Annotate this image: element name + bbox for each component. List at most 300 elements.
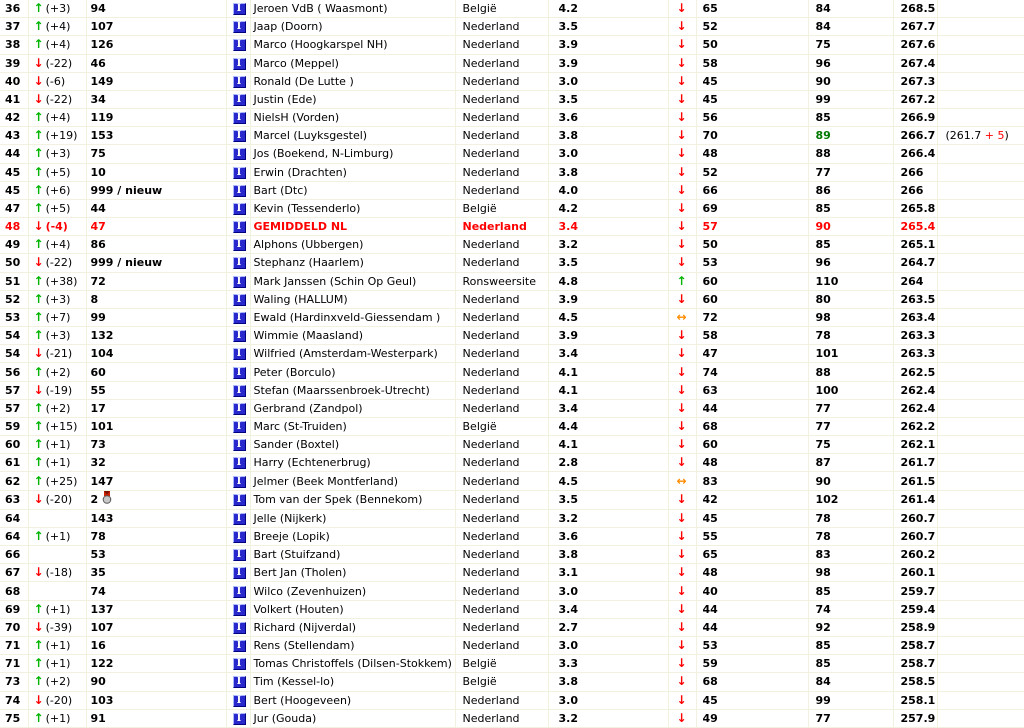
trend-arrow-icon: ↓: [676, 182, 687, 197]
value-average: 3.6: [548, 527, 668, 545]
trend-arrow-icon: ↓: [676, 419, 687, 434]
player-info-icon[interactable]: I: [233, 112, 246, 124]
value-2: 45: [696, 691, 808, 709]
country: Nederland: [455, 564, 548, 582]
player-number: 153: [90, 129, 114, 143]
table-row: [0, 417, 1024, 435]
value-3: 99: [808, 90, 893, 108]
rank-change-value: (-19): [45, 383, 73, 397]
value-3: 99: [808, 691, 893, 709]
value-average: 3.5: [548, 254, 668, 272]
rank-change-arrow-icon: ↑: [33, 364, 44, 379]
player-name: Waling (HALLUM): [250, 290, 455, 308]
rank-change-arrow-icon: ↑: [33, 710, 44, 725]
table-row: [0, 381, 1024, 399]
table-row: [0, 472, 1024, 490]
player-name: Jos (Boekend, N-Limburg): [250, 145, 455, 163]
rank-number: 51: [5, 274, 21, 288]
value-3: 92: [808, 618, 893, 636]
value-3: 78: [808, 527, 893, 545]
player-info-icon[interactable]: I: [233, 330, 246, 342]
rank-change-value: (-6): [45, 74, 66, 88]
rank-number: 66: [5, 548, 21, 562]
player-info-icon[interactable]: I: [233, 76, 246, 88]
rank-change-value: (+1): [45, 530, 71, 544]
country: Nederland: [455, 600, 548, 618]
country: Nederland: [455, 618, 548, 636]
player-number: 104: [90, 347, 114, 361]
rank-change-arrow-icon: ↑: [33, 309, 44, 324]
player-name: Bert (Hoogeveen): [250, 691, 455, 709]
value-3: 101: [808, 345, 893, 363]
rank-number: 67: [5, 566, 21, 580]
player-info-icon[interactable]: I: [233, 203, 246, 215]
rank-change-value: (+1): [45, 711, 71, 725]
country: Nederland: [455, 327, 548, 345]
rank-number: 57: [5, 383, 21, 397]
trend-arrow-icon: ↓: [676, 1, 687, 16]
rank-number: 54: [5, 347, 21, 361]
player-info-icon[interactable]: I: [233, 294, 246, 306]
rank-number: 40: [5, 74, 21, 88]
rank-change-value: (-21): [45, 347, 73, 361]
player-info-icon[interactable]: I: [233, 257, 246, 269]
player-info-icon[interactable]: I: [233, 348, 246, 360]
value-2: 65: [696, 0, 808, 18]
table-row: [0, 527, 1024, 545]
player-name: Bart (Dtc): [250, 181, 455, 199]
player-name: Wimmie (Maasland): [250, 327, 455, 345]
player-name: Breeje (Lopik): [250, 527, 455, 545]
player-info-icon[interactable]: I: [233, 476, 246, 488]
value-2: 50: [696, 236, 808, 254]
player-info-icon[interactable]: I: [233, 276, 246, 288]
player-number: 137: [90, 602, 114, 616]
value-average: 3.4: [548, 345, 668, 363]
rank-change-value: (+1): [45, 602, 71, 616]
rank-change-value: (+25): [45, 474, 78, 488]
rank-change-arrow-icon: ↓: [33, 692, 44, 707]
rank-change-arrow-icon: ↑: [33, 638, 44, 653]
player-info-icon[interactable]: I: [233, 658, 246, 670]
rank-change-value: (-20): [45, 693, 73, 707]
player-number: 60: [90, 365, 106, 379]
player-name: Bert Jan (Tholen): [250, 564, 455, 582]
player-number: 107: [90, 620, 114, 634]
player-number: 86: [90, 238, 106, 252]
player-info-icon[interactable]: I: [233, 513, 246, 525]
value-3: 110: [808, 272, 893, 290]
trend-arrow-icon: ↓: [676, 565, 687, 580]
player-info-icon[interactable]: I: [233, 367, 246, 379]
value-average: 3.5: [548, 90, 668, 108]
player-number: 119: [90, 111, 114, 125]
trend-arrow-icon: ↓: [676, 346, 687, 361]
value-3: 77: [808, 417, 893, 435]
rank-change-arrow-icon: ↓: [33, 255, 44, 270]
trend-arrow-icon: ↓: [676, 619, 687, 634]
player-info-icon[interactable]: I: [233, 185, 246, 197]
table-row: [0, 18, 1024, 36]
value-2: 42: [696, 490, 808, 509]
medal-icon: [102, 491, 112, 509]
trend-arrow-icon: ↓: [676, 529, 687, 544]
player-name: Bart (Stuifzand): [250, 546, 455, 564]
value-average: 3.8: [548, 163, 668, 181]
value-2: 66: [696, 181, 808, 199]
player-name: Ewald (Hardinxveld-Giessendam ): [250, 308, 455, 326]
trend-arrow-icon: ↔: [676, 309, 687, 324]
country: Nederland: [455, 72, 548, 90]
rank-change-value: (-22): [45, 56, 73, 70]
value-2: 48: [696, 454, 808, 472]
country: Ronsweersite: [455, 272, 548, 290]
rank-number: 68: [5, 584, 21, 598]
rank-number: 57: [5, 401, 21, 415]
rank-change-arrow-icon: ↓: [33, 346, 44, 361]
table-row: [0, 582, 1024, 600]
rank-change-value: (+15): [45, 420, 78, 434]
player-info-icon[interactable]: I: [233, 695, 246, 707]
player-info-icon[interactable]: I: [233, 549, 246, 561]
rank-number: 59: [5, 420, 21, 434]
player-info-icon[interactable]: I: [233, 39, 246, 51]
value-total: 265.4: [893, 218, 937, 236]
rank-change-value: (+1): [45, 639, 71, 653]
table-row: [0, 618, 1024, 636]
value-3: 85: [808, 582, 893, 600]
country: Nederland: [455, 582, 548, 600]
value-2: 70: [696, 127, 808, 145]
rank-change-value: (+19): [45, 129, 78, 143]
value-total: 262.4: [893, 399, 937, 417]
rank-change-value: (+6): [45, 183, 71, 197]
country: Nederland: [455, 236, 548, 254]
value-total: 263.4: [893, 308, 937, 326]
player-info-icon[interactable]: I: [233, 58, 246, 70]
value-3: 74: [808, 600, 893, 618]
value-2: 60: [696, 272, 808, 290]
value-total: 267.7: [893, 18, 937, 36]
note-highlight: + 5: [984, 129, 1005, 143]
value-total: 261.4: [893, 490, 937, 509]
player-number: 74: [90, 584, 106, 598]
player-name: Jeroen VdB ( Waasmont): [250, 0, 455, 18]
value-total: 266: [893, 163, 937, 181]
country: Nederland: [455, 637, 548, 655]
value-average: 4.8: [548, 272, 668, 290]
player-info-icon[interactable]: I: [233, 439, 246, 451]
table-row: [0, 327, 1024, 345]
rank-change-arrow-icon: ↓: [33, 55, 44, 70]
value-2: 60: [696, 436, 808, 454]
rank-change-value: (-22): [45, 92, 73, 106]
value-total: 257.9: [893, 709, 937, 727]
player-number: 8: [90, 292, 99, 306]
player-number: 78: [90, 530, 106, 544]
rank-change-value: (+1): [45, 456, 71, 470]
rank-number: 47: [5, 201, 21, 215]
value-average: 3.8: [548, 127, 668, 145]
player-name: Justin (Ede): [250, 90, 455, 108]
player-number: 147: [90, 474, 114, 488]
value-total: 261.7: [893, 454, 937, 472]
value-2: 59: [696, 655, 808, 673]
value-average: 4.1: [548, 436, 668, 454]
rank-number: 43: [5, 129, 21, 143]
player-info-icon[interactable]: I: [233, 604, 246, 616]
rank-number: 56: [5, 365, 21, 379]
rank-change-value: (-39): [45, 620, 73, 634]
value-average: 4.2: [548, 0, 668, 18]
trend-arrow-icon: ↓: [676, 601, 687, 616]
value-2: 74: [696, 363, 808, 381]
rank-change-arrow-icon: ↑: [33, 200, 44, 215]
player-number: 122: [90, 657, 114, 671]
player-info-icon[interactable]: I: [233, 385, 246, 397]
player-info-icon[interactable]: I: [233, 21, 246, 33]
rank-change-value: (+38): [45, 274, 78, 288]
value-average: 3.0: [548, 145, 668, 163]
value-average: 3.8: [548, 673, 668, 691]
country: Nederland: [455, 308, 548, 326]
value-3: 75: [808, 436, 893, 454]
table-row: [0, 145, 1024, 163]
rank-number: 45: [5, 183, 21, 197]
rank-change-arrow-icon: ↑: [33, 529, 44, 544]
value-3: 84: [808, 18, 893, 36]
country: Nederland: [455, 345, 548, 363]
rank-change-value: (+4): [45, 238, 71, 252]
value-3: 77: [808, 399, 893, 417]
rank-number: 70: [5, 620, 21, 634]
table-row: [0, 236, 1024, 254]
value-total: 265.1: [893, 236, 937, 254]
rank-change-arrow-icon: ↑: [33, 273, 44, 288]
player-info-icon[interactable]: I: [233, 494, 246, 506]
rank-number: 50: [5, 256, 21, 270]
value-3: 85: [808, 199, 893, 217]
rank-number: 41: [5, 92, 21, 106]
country: Nederland: [455, 163, 548, 181]
player-info-icon[interactable]: I: [233, 622, 246, 634]
value-average: 3.2: [548, 709, 668, 727]
value-total: 267.6: [893, 36, 937, 54]
table-row: [0, 363, 1024, 381]
rank-change-arrow-icon: ↓: [33, 73, 44, 88]
value-total: 262.2: [893, 417, 937, 435]
player-number: 107: [90, 20, 114, 34]
value-total: 263.5: [893, 290, 937, 308]
value-average: 3.0: [548, 72, 668, 90]
rank-number: 52: [5, 292, 21, 306]
player-info-icon[interactable]: I: [233, 403, 246, 415]
player-info-icon[interactable]: I: [233, 239, 246, 251]
player-info-icon[interactable]: I: [233, 221, 246, 233]
player-name: Jaap (Doorn): [250, 18, 455, 36]
player-name: Rens (Stellendam): [250, 637, 455, 655]
rank-change-arrow-icon: ↑: [33, 146, 44, 161]
rank-change-arrow-icon: ↑: [33, 601, 44, 616]
table-row: [0, 691, 1024, 709]
country: Nederland: [455, 290, 548, 308]
country: Nederland: [455, 145, 548, 163]
value-2: 69: [696, 199, 808, 217]
value-total: 258.9: [893, 618, 937, 636]
value-3: 88: [808, 363, 893, 381]
player-info-icon[interactable]: I: [233, 148, 246, 160]
table-row: [0, 709, 1024, 727]
value-average: 3.3: [548, 655, 668, 673]
rank-change-value: (-4): [45, 220, 68, 234]
player-info-icon[interactable]: I: [233, 312, 246, 324]
rank-number: 75: [5, 711, 21, 725]
rank-change-value: (+2): [45, 401, 71, 415]
rank-change-value: (-20): [45, 493, 73, 507]
rank-change-arrow-icon: ↑: [33, 1, 44, 16]
rank-number: 71: [5, 639, 21, 653]
player-info-icon[interactable]: I: [233, 457, 246, 469]
value-average: 3.0: [548, 691, 668, 709]
country: België: [455, 673, 548, 691]
value-2: 58: [696, 54, 808, 72]
rank-change-arrow-icon: ↑: [33, 455, 44, 470]
value-2: 68: [696, 417, 808, 435]
table-row: [0, 199, 1024, 217]
player-info-icon[interactable]: I: [233, 130, 246, 142]
trend-arrow-icon: ↓: [676, 91, 687, 106]
value-average: 2.8: [548, 454, 668, 472]
value-total: 267.3: [893, 72, 937, 90]
player-info-icon[interactable]: I: [233, 713, 246, 725]
player-info-icon[interactable]: I: [233, 676, 246, 688]
value-2: 45: [696, 509, 808, 527]
value-total: 260.7: [893, 509, 937, 527]
player-info-icon[interactable]: I: [233, 3, 246, 15]
value-total: 261.5: [893, 472, 937, 490]
rank-number: 42: [5, 111, 21, 125]
player-info-icon[interactable]: I: [233, 640, 246, 652]
value-total: 267.2: [893, 90, 937, 108]
country: België: [455, 417, 548, 435]
value-3: 98: [808, 564, 893, 582]
value-2: 48: [696, 145, 808, 163]
rank-change-value: (+7): [45, 310, 71, 324]
rank-change-arrow-icon: ↑: [33, 128, 44, 143]
player-name: Jelle (Nijkerk): [250, 509, 455, 527]
player-info-icon[interactable]: I: [233, 531, 246, 543]
table-row: [0, 254, 1024, 272]
player-name: Alphons (Ubbergen): [250, 236, 455, 254]
player-info-icon[interactable]: I: [233, 586, 246, 598]
rank-change-arrow-icon: ↑: [33, 419, 44, 434]
table-row: [0, 109, 1024, 127]
value-average: 3.6: [548, 109, 668, 127]
rank-change-value: (+4): [45, 111, 71, 125]
table-row: [0, 36, 1024, 54]
table-row: [0, 181, 1024, 199]
trend-arrow-icon: ↓: [676, 692, 687, 707]
rank-change-arrow-icon: ↑: [33, 19, 44, 34]
value-average: 3.2: [548, 509, 668, 527]
rank-number: 60: [5, 438, 21, 452]
country: Nederland: [455, 509, 548, 527]
value-2: 58: [696, 327, 808, 345]
value-average: 3.4: [548, 600, 668, 618]
table-row: [0, 490, 1024, 509]
player-number: 10: [90, 165, 106, 179]
value-average: 3.8: [548, 546, 668, 564]
player-name: Gerbrand (Zandpol): [250, 399, 455, 417]
value-2: 48: [696, 564, 808, 582]
player-number: 149: [90, 74, 114, 88]
trend-arrow-icon: ↓: [676, 255, 687, 270]
player-number: 17: [90, 401, 106, 415]
value-total: 266.4: [893, 145, 937, 163]
player-info-icon[interactable]: I: [233, 167, 246, 179]
player-number: 53: [90, 548, 106, 562]
rank-number: 53: [5, 310, 21, 324]
trend-arrow-icon: ↓: [676, 547, 687, 562]
rank-change-value: (+1): [45, 657, 71, 671]
value-average: 4.1: [548, 381, 668, 399]
table-row: [0, 290, 1024, 308]
value-2: 57: [696, 218, 808, 236]
value-total: 266: [893, 181, 937, 199]
value-total: 260.7: [893, 527, 937, 545]
table-row: [0, 90, 1024, 108]
trend-arrow-icon: ↓: [676, 19, 687, 34]
value-3: 78: [808, 509, 893, 527]
value-2: 45: [696, 72, 808, 90]
value-3: 80: [808, 290, 893, 308]
value-3: 83: [808, 546, 893, 564]
country: Nederland: [455, 381, 548, 399]
rank-change-arrow-icon: ↑: [33, 164, 44, 179]
player-name: Stefan (Maarssenbroek-Utrecht): [250, 381, 455, 399]
table-row: [0, 454, 1024, 472]
value-2: 44: [696, 618, 808, 636]
value-3: 88: [808, 145, 893, 163]
player-number: 44: [90, 201, 106, 215]
trend-arrow-icon: ↓: [676, 110, 687, 125]
rank-change-arrow-icon: ↓: [33, 382, 44, 397]
rank-change-value: (+4): [45, 20, 71, 34]
value-total: 260.2: [893, 546, 937, 564]
player-name: NielsH (Vorden): [250, 109, 455, 127]
value-total: 262.5: [893, 363, 937, 381]
trend-arrow-icon: ↓: [676, 400, 687, 415]
country: Nederland: [455, 90, 548, 108]
value-total: 267.4: [893, 54, 937, 72]
player-info-icon[interactable]: I: [233, 94, 246, 106]
player-name: Marc (St-Truiden): [250, 417, 455, 435]
player-info-icon[interactable]: I: [233, 421, 246, 433]
value-3: 85: [808, 637, 893, 655]
country: Nederland: [455, 54, 548, 72]
value-average: 3.9: [548, 36, 668, 54]
country: Nederland: [455, 454, 548, 472]
player-info-icon[interactable]: I: [233, 567, 246, 579]
rank-number: 69: [5, 602, 21, 616]
player-number: 72: [90, 274, 106, 288]
value-average: 3.4: [548, 218, 668, 236]
note-post: ): [1004, 129, 1009, 143]
country: Nederland: [455, 436, 548, 454]
rank-change-value: (+2): [45, 365, 71, 379]
value-average: 4.2: [548, 199, 668, 217]
value-3: 98: [808, 308, 893, 326]
